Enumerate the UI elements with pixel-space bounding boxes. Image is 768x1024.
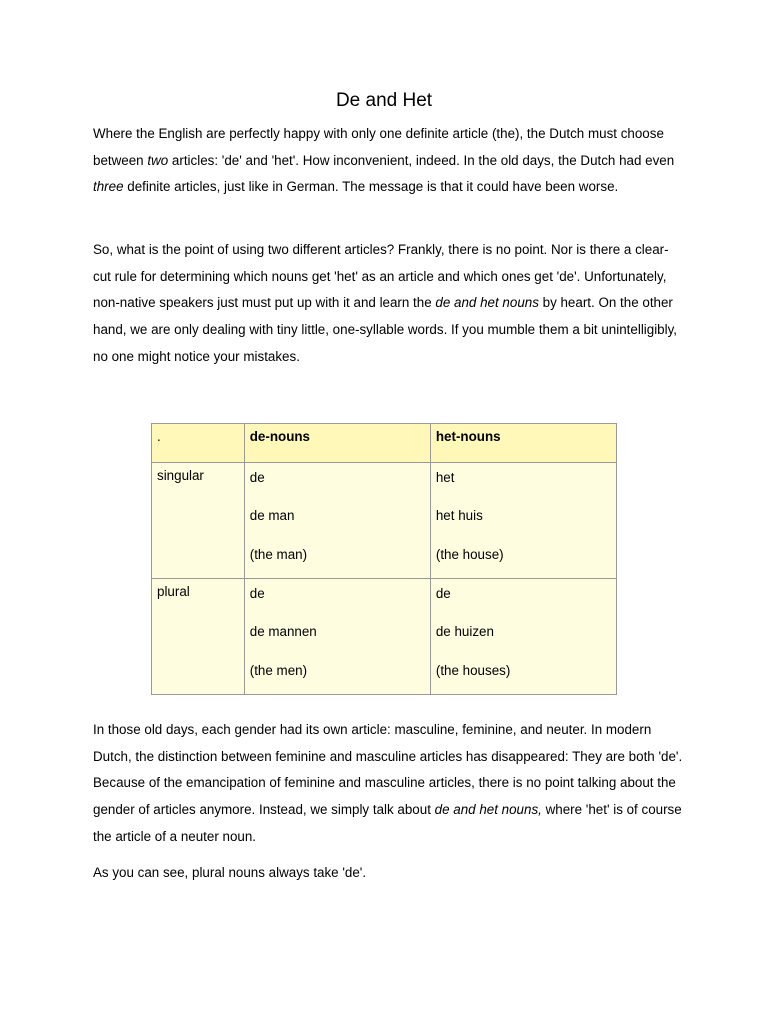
- emphasis-three: three: [93, 179, 124, 195]
- emphasis-two: two: [147, 152, 169, 168]
- cell-singular-de: [244, 463, 430, 579]
- cell-line: de man: [249, 508, 295, 524]
- emphasis-de-het-nouns: de and het nouns: [435, 295, 539, 311]
- cell-line: de: [249, 586, 265, 601]
- cell-line: (the house): [435, 546, 504, 562]
- text-run: definite articles, just like in German. The message is that it could have been worse.: [123, 179, 619, 195]
- cell-line: (the man): [249, 546, 308, 562]
- plural-note-paragraph: As you can see, plural nouns always take 'de'.: [93, 865, 367, 880]
- text-run: articles: 'de' and 'het'. How inconvenient, indeed. In the old days, the Dutch had even: [168, 152, 675, 168]
- document-title: De and Het: [335, 90, 433, 111]
- text-run: So, what is the point of using two different articles? Frankly, there is no point. Nor is there a clear-cut rule for determining which nouns get 'het' as an article and which ones get 'de'. Unfortunately, non-native speakers just must put up with it and learn the: [93, 242, 669, 311]
- text-run: where 'het' is of course the article of a neuter noun.: [93, 802, 682, 844]
- table-row-plural: [152, 579, 617, 695]
- cell-line: het huis: [435, 508, 483, 524]
- cell-plural-de: [244, 579, 430, 695]
- table-header-row: [152, 424, 617, 463]
- cell-line: de: [249, 470, 265, 485]
- cell-plural-het: [430, 579, 616, 695]
- point-paragraph: [93, 237, 683, 371]
- cell-line: de mannen: [249, 624, 317, 640]
- cell-singular-het: [430, 463, 616, 579]
- intro-paragraph: [93, 121, 683, 201]
- gender-paragraph: [93, 717, 683, 851]
- header-cell-de-nouns: de-nouns: [244, 424, 430, 463]
- header-cell-corner: .: [152, 424, 245, 463]
- emphasis-de-het-nouns: de and het nouns,: [434, 802, 542, 818]
- text-run: by heart. On the other hand, we are only dealing with tiny little, one-syllable words. If you mumble them a bit unintelligibly, no one might notice your mistakes.: [93, 295, 678, 364]
- cell-line: de huizen: [435, 624, 494, 640]
- cell-line: (the men): [249, 662, 308, 678]
- cell-line: (the houses): [435, 662, 511, 678]
- text-run: Where the English are perfectly happy with only one definite article (the), the Dutch must choose between: [93, 126, 664, 168]
- row-label-plural: plural: [152, 579, 245, 695]
- row-label-singular: singular: [152, 463, 245, 579]
- cell-line: de: [435, 586, 451, 601]
- table-row-singular: [152, 463, 617, 579]
- header-cell-het-nouns: het-nouns: [430, 424, 616, 463]
- articles-table: [151, 423, 617, 695]
- cell-line: het: [435, 470, 455, 485]
- text-run: In those old days, each gender had its own article: masculine, feminine, and neuter. In modern Dutch, the distinction between feminine and masculine articles has disappeared: They are both 'de'. Because of the emancipation of feminine and masculine articles, there is no point talking about the gender of articles anymore. Instead, we simply talk about: [93, 722, 683, 818]
